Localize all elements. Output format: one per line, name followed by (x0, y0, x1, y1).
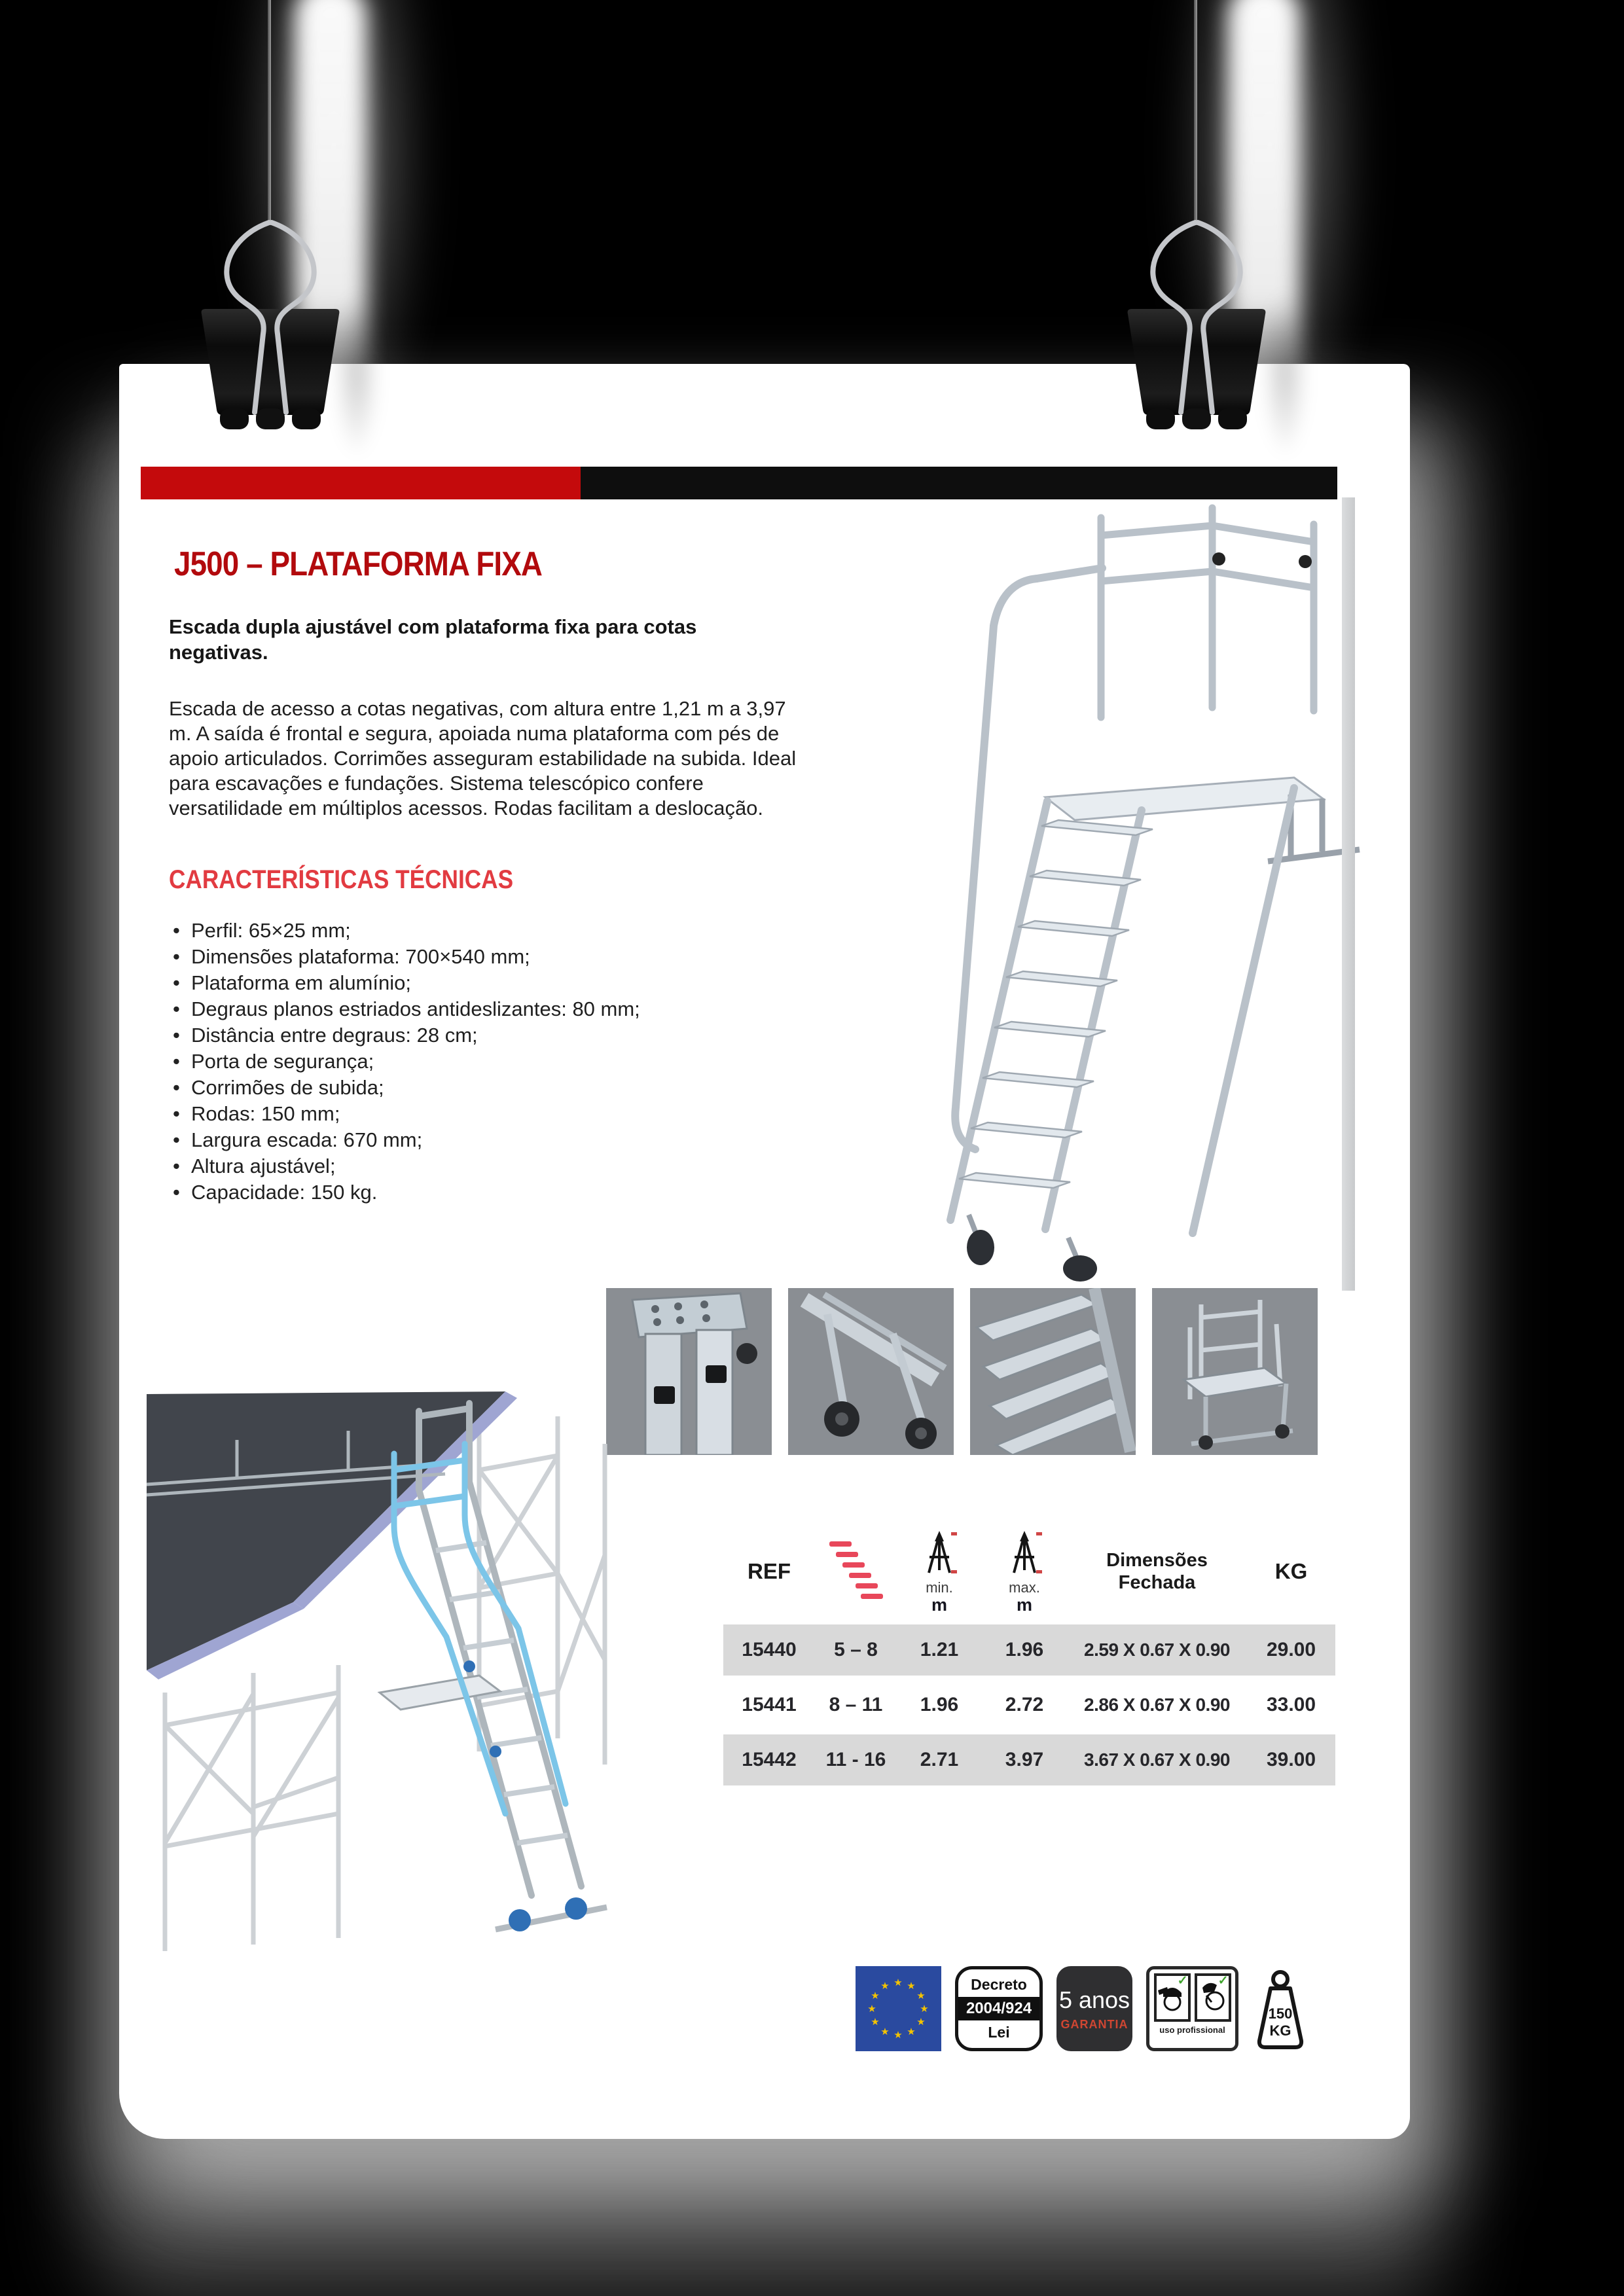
header-bar-red-segment (141, 467, 581, 499)
feature-item: • Corrimões de subida; (169, 1075, 778, 1101)
warranty-badge: 5 anos GARANTIA (1056, 1966, 1132, 2051)
feature-item: • Perfil: 65×25 mm; (169, 918, 778, 944)
feature-item: • Porta de segurança; (169, 1049, 778, 1075)
feature-list (169, 918, 778, 1206)
svg-text:★: ★ (920, 2003, 929, 2015)
feature-item: • Largura escada: 670 mm; (169, 1127, 778, 1153)
svg-text:★: ★ (916, 1990, 926, 2001)
product-photo-ladder (937, 495, 1373, 1293)
steps-range-icon (815, 1539, 897, 1604)
eu-flag-icon (856, 1966, 941, 2051)
max-height-icon: max. m (982, 1530, 1067, 1613)
table-row: 15442 11 - 16 2.71 3.97 3.67 X 0.67 X 0.90 39.00 (723, 1734, 1335, 1785)
svg-text:KG: KG (1269, 2022, 1291, 2039)
paper-sheet (119, 364, 1410, 2139)
feature-item: • Plataforma em alumínio; (169, 970, 778, 996)
min-height-icon: min. m (897, 1530, 982, 1613)
svg-text:★: ★ (880, 2026, 890, 2037)
application-illustration (139, 1385, 615, 1964)
feature-item: • Degraus planos estriados antideslizantes: 80 mm; (169, 996, 778, 1022)
thumbnail-platform-guardrail (1152, 1288, 1318, 1455)
spec-table (723, 1522, 1335, 1785)
hand-worker-icon: ✓ (1195, 1973, 1231, 2022)
col-dims-label: Dimensões (1106, 1550, 1208, 1571)
intro-description: Escada de acesso a cotas negativas, com altura entre 1,21 m a 3,97 m. A saída é frontal e segura, apoiada numa plataforma com pés de apoio articulados. Corrimões asseguram estabilidade na subida. Ideal para escavações e fundações. Sistema telescópico confere versatilidade em múltiplos acessos. Rodas facilitam a deslocação. (169, 697, 797, 819)
col-kg-label: KG (1274, 1559, 1308, 1583)
table-row: 15441 8 – 11 1.96 2.72 2.86 X 0.67 X 0.90 33.00 (742, 1694, 1316, 1715)
thumbnail-steps-closeup (970, 1288, 1136, 1455)
professional-use-badge: ✓ ✓ uso profissional (1146, 1966, 1238, 2051)
photo-edge-strip (1342, 497, 1355, 1291)
svg-text:★: ★ (907, 1980, 916, 1992)
left-string (268, 0, 271, 225)
thumbnail-telescopic-profiles (606, 1288, 772, 1455)
weight-capacity-icon (1252, 1966, 1308, 2051)
svg-text:★: ★ (916, 2016, 926, 2028)
feature-item: • Distância entre degraus: 28 cm; (169, 1022, 778, 1049)
spec-table-header: REF min. m max. m Dimensões Fechada KG (723, 1522, 1335, 1621)
svg-text:150: 150 (1268, 2005, 1293, 2022)
svg-text:★: ★ (893, 2029, 903, 2041)
intro-lead: Escada dupla ajustável com plataforma fixa para cotas negativas. (169, 615, 697, 664)
feature-item: • Rodas: 150 mm; (169, 1101, 778, 1127)
helmet-worker-icon: ✓ (1154, 1973, 1191, 2022)
page-title: J500 – PLATAFORMA FIXA (174, 545, 543, 583)
feature-item: • Capacidade: 150 kg. (169, 1179, 778, 1206)
decreto-badge: Decreto 2004/924 Lei (955, 1966, 1043, 2051)
thumbnail-wheels (788, 1288, 954, 1455)
svg-text:★: ★ (907, 2026, 916, 2037)
svg-text:★: ★ (871, 1990, 880, 2001)
badge-row (856, 1966, 1308, 2051)
col-ref-label: REF (748, 1559, 791, 1583)
table-row: 15440 5 – 8 1.21 1.96 2.59 X 0.67 X 0.90 29.00 (723, 1624, 1335, 1676)
feature-item: • Dimensões plataforma: 700×540 mm; (169, 944, 778, 970)
svg-text:★: ★ (893, 1977, 903, 1988)
svg-text:★: ★ (880, 1980, 890, 1992)
right-string (1194, 0, 1197, 225)
binder-clip-icon (1115, 216, 1278, 435)
section-heading: CARACTERÍSTICAS TÉCNICAS (169, 865, 514, 894)
binder-clip-icon (189, 216, 352, 435)
svg-text:★: ★ (871, 2016, 880, 2028)
feature-item: • Altura ajustável; (169, 1153, 778, 1179)
svg-text:★: ★ (867, 2003, 876, 2015)
